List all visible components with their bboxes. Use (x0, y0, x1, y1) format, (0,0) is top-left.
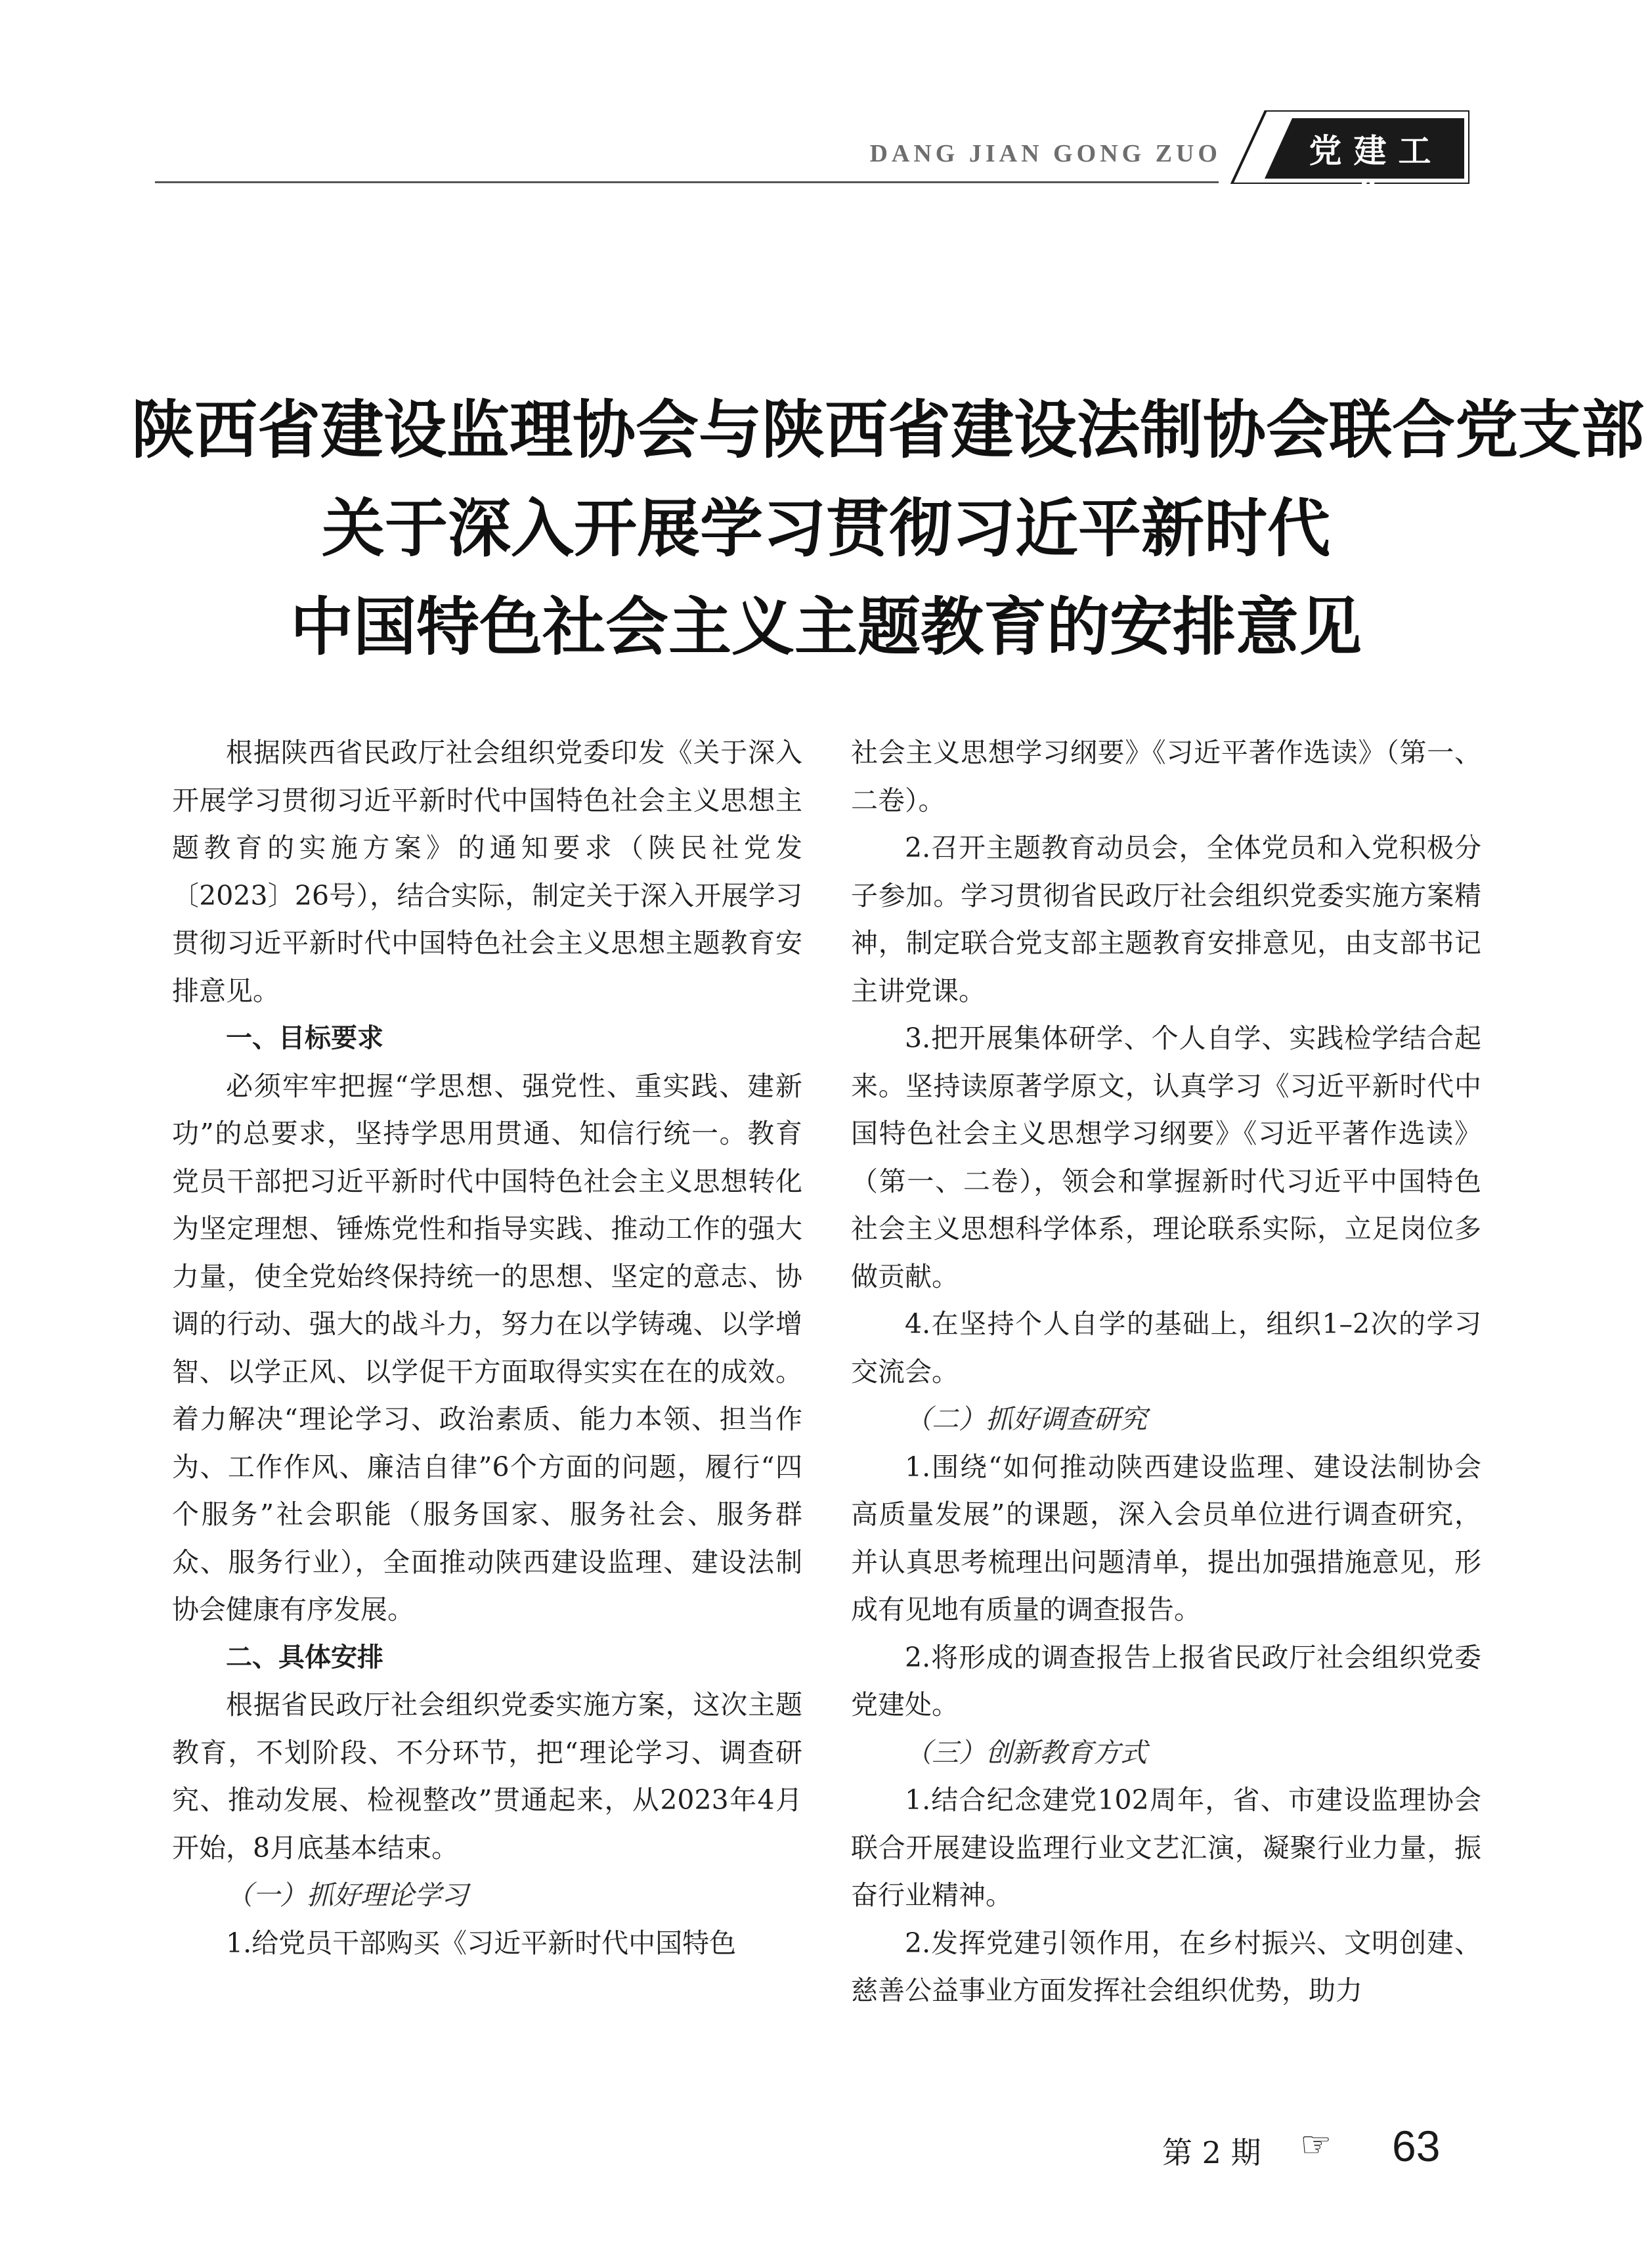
paragraph: 根据陕西省民政厅社会组织党委印发《关于深入开展学习贯彻习近平新时代中国特色社会主义思想主题教育的实施方案》的通知要求（陕民社党发〔2023〕26号），结合实际，制定关于深入开展学习贯彻习近平新时代中国特色社会主义思想主题教育安排意见。 (172, 737, 802, 1007)
section-name-en: DANG JIAN GONG ZUO (869, 140, 1221, 167)
paragraph: 1.结合纪念建党102周年，省、市建设监理协会联合开展建设监理行业文艺汇演，凝聚行业力量，振奋行业精神。 (851, 1784, 1481, 1911)
paragraph: 3.把开展集体研学、个人自学、实践检学结合起来。坚持读原著学原文，认真学习《习近平新时代中国特色社会主义思想学习纲要》《习近平著作选读》（第一、二卷），领会和掌握新时代习近平中国特色社会主义思想科学体系，理论联系实际，立足岗位多做贡献。 (851, 1022, 1481, 1292)
title-line: 陕西省建设监理协会与陕西省建设法制协会联合党支部 (131, 393, 1644, 467)
subsection-heading: （二）抓好调查研究 (905, 1403, 1147, 1435)
paragraph: 2.发挥党建引领作用，在乡村振兴、文明创建、慈善公益事业方面发挥社会组织优势，助力 (851, 1927, 1481, 2006)
body-column-right (851, 729, 1481, 2015)
section-heading: 一、目标要求 (226, 1023, 383, 1053)
title-line: 关于深入开展学习贯彻习近平新时代 (322, 492, 1330, 565)
paragraph: 1.给党员干部购买《习近平新时代中国特色 (226, 1927, 737, 1959)
section-tab (1227, 110, 1469, 217)
body-column-left (172, 729, 802, 1967)
section-name-cn: 党建工作 (1309, 132, 1443, 217)
pointing-hand-icon: ☞ (1300, 2124, 1332, 2165)
paragraph: 1.围绕“如何推动陕西建设监理、建设法制协会高质量发展”的课题，深入会员单位进行调查研究，并认真思考梳理出问题清单，提出加强措施意见，形成有见地有质量的调查报告。 (851, 1451, 1481, 1625)
section-heading: 二、具体安排 (226, 1642, 383, 1673)
paragraph-continued: 社会主义思想学习纲要》《习近平著作选读》（第一、二卷）。 (851, 737, 1481, 816)
issue-number: 第 2 期 (1162, 2135, 1261, 2170)
page-footer (1051, 2121, 1458, 2174)
subsection-heading: （一）抓好理论学习 (226, 1879, 468, 1911)
paragraph: 必须牢牢把握“学思想、强党性、重实践、建新功”的总要求，坚持学思用贯通、知信行统一。教育党员干部把习近平新时代中国特色社会主义思想转化为坚定理想、锤炼党性和指导实践、推动工作的强大力量，使全党始终保持统一的思想、坚定的意志、协调的行动、强大的战斗力，努力在以学铸魂、以学增智、以学正风、以学促干方面取得实实在在的成效。着力解决“理论学习、政治素质、能力本领、担当作为、工作作风、廉洁自律”6个方面的问题，履行“四个服务”社会职能（服务国家、服务社会、服务群众、服务行业），全面推动陕西建设监理、建设法制协会健康有序发展。 (172, 1070, 802, 1625)
header-rule (155, 181, 1219, 183)
paragraph: 2.将形成的调查报告上报省民政厅社会组织党委党建处。 (851, 1641, 1481, 1720)
subsection-heading: （三）创新教育方式 (905, 1736, 1147, 1768)
title-line: 中国特色社会主义主题教育的安排意见 (290, 590, 1362, 664)
paragraph: 根据省民政厅社会组织党委实施方案，这次主题教育，不划阶段、不分环节，把“理论学习、调查研究、推动发展、检视整改”贯通起来，从2023年4月开始，8月底基本结束。 (172, 1689, 802, 1864)
paragraph: 2.召开主题教育动员会，全体党员和入党积极分子参加。学习贯彻省民政厅社会组织党委实施方案精神，制定联合党支部主题教育安排意见，由支部书记主讲党课。 (851, 832, 1481, 1007)
article-title (131, 381, 1644, 676)
paragraph: 4.在坚持个人自学的基础上，组织1–2次的学习交流会。 (851, 1308, 1481, 1388)
page-number: 63 (1392, 2122, 1441, 2170)
